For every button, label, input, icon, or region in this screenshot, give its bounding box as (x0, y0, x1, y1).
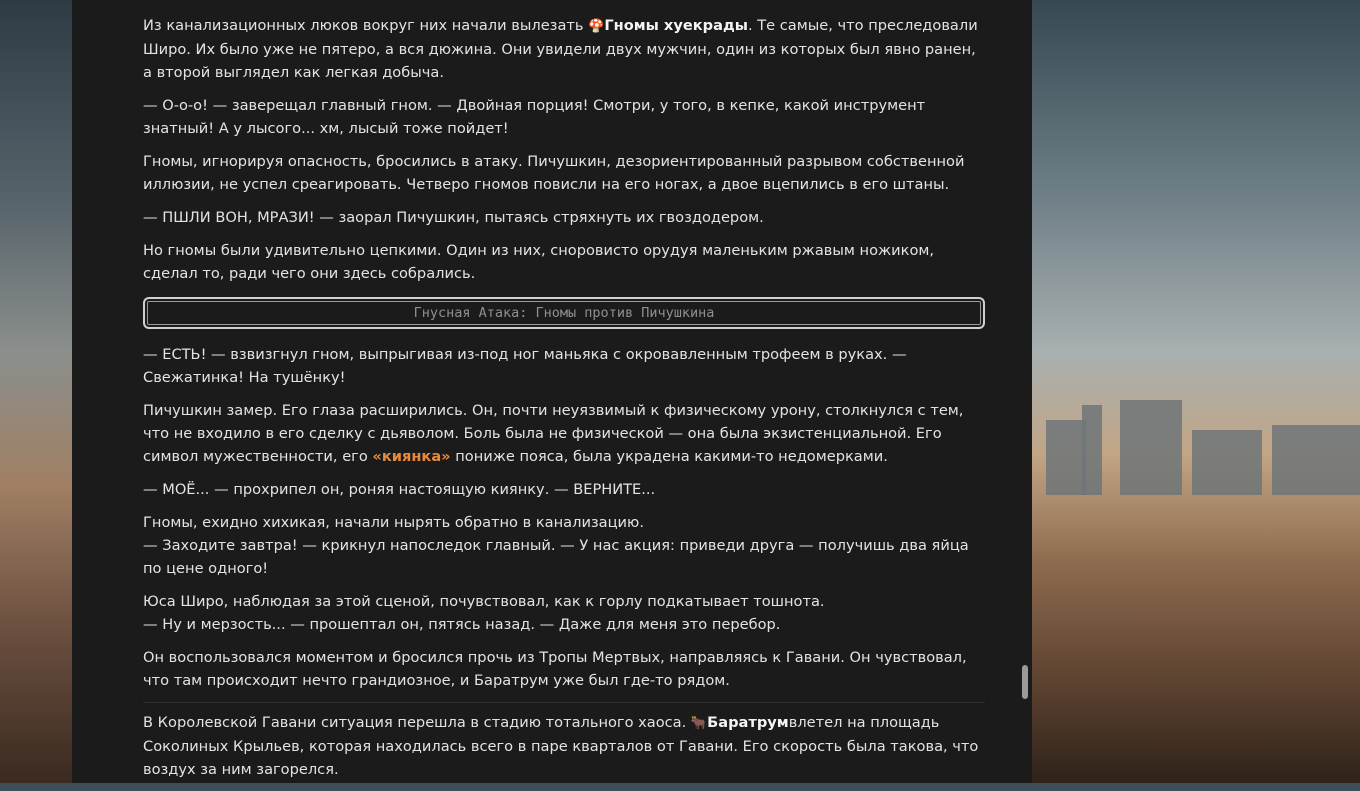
paragraph: Но гномы были удивительно цепкими. Один из них, сноровисто орудуя маленьким ржавым ножиком, сделал то, ради чего они здесь собрались. (143, 242, 935, 282)
paragraph: Юса Широ, наблюдая за этой сценой, почувствовал, как к горлу подкатывает тошнота. — Ну и мерзость... — прошептал он, пятясь назад. — Даже для меня это перебор. (143, 593, 825, 633)
mushroom-icon: 🍄 (588, 19, 605, 34)
background-right (1032, 0, 1360, 783)
highlighted-term: «киянка» (372, 448, 451, 465)
paragraph: — ЕСТЬ! — взвизгнул гном, выпрыгивая из-под ног маньяка с окровавленным трофеем в руках. — Свежатинка! На тушёнку! (143, 346, 907, 386)
paragraph: В Королевской Гавани ситуация перешла в стадию тотального хаоса. 🐂Баратрумвлетел на площадь Соколиных Крыльев, которая находилась всего в паре кварталов от Гавани. Его скорость была такова, что воздух за ним загорелся. (143, 714, 979, 778)
story-content (143, 14, 985, 791)
story-panel (72, 0, 1032, 783)
paragraph: — МОЁ... — прохрипел он, роняя настоящую киянку. — ВЕРНИТЕ... (143, 481, 656, 498)
section-divider (143, 702, 985, 703)
paragraph: Из канализационных люков вокруг них начали вылезать 🍄Гномы хуекрады. Те самые, что преследовали Широ. Их было уже не пятеро, а вся дюжина. Они увидели двух мужчин, один из которых был явно ранен, а второй выглядел как легкая добыча. (143, 17, 978, 81)
scrollbar[interactable] (1020, 0, 1030, 783)
bull-icon: 🐂 (690, 716, 708, 731)
background-left (0, 0, 72, 783)
paragraph: Пичушкин замер. Его глаза расширились. Он, почти неуязвимый к физическому урону, столкнулся с тем, что не входило в его сделку с дьяволом. Боль была не физической — она была экзистенциальной. Его символ мужественности, его «киянка» пониже пояса, была украдена какими-то недомерками. (143, 402, 964, 465)
paragraph: Он воспользовался моментом и бросился прочь из Тропы Мертвых, направляясь к Гавани. Он чувствовал, что там происходит нечто грандиозное, и Баратрум уже был где-то рядом. (143, 649, 967, 689)
paragraph: Гномы, игнорируя опасность, бросились в атаку. Пичушкин, дезориентированный разрывом собственной иллюзии, не успел среагировать. Четверо гномов повисли на его ногах, а двое вцепились в его штаны. (143, 153, 965, 193)
paragraph: — О-о-о! — заверещал главный гном. — Двойная порция! Смотри, у того, в кепке, какой инструмент знатный! А у лысого... хм, лысый тоже пойдет! (143, 97, 926, 137)
scrollbar-thumb[interactable] (1022, 665, 1028, 699)
baratrum-name: Баратрум (707, 714, 789, 731)
gnomes-name: Гномы хуекрады (604, 17, 748, 34)
paragraph: Гномы, ехидно хихикая, начали нырять обратно в канализацию. — Заходите завтра! — крикнул напоследок главный. — У нас акция: приведи друга — получишь два яйца по цене одного! (143, 514, 969, 577)
art-title: Гнусная Атака: Гномы против Пичушкина (413, 304, 715, 321)
paragraph: — ПШЛИ ВОН, МРАЗИ! — заорал Пичушкин, пытаясь стряхнуть их гвоздодером. (143, 209, 764, 226)
ascii-art-title-box (143, 297, 985, 329)
